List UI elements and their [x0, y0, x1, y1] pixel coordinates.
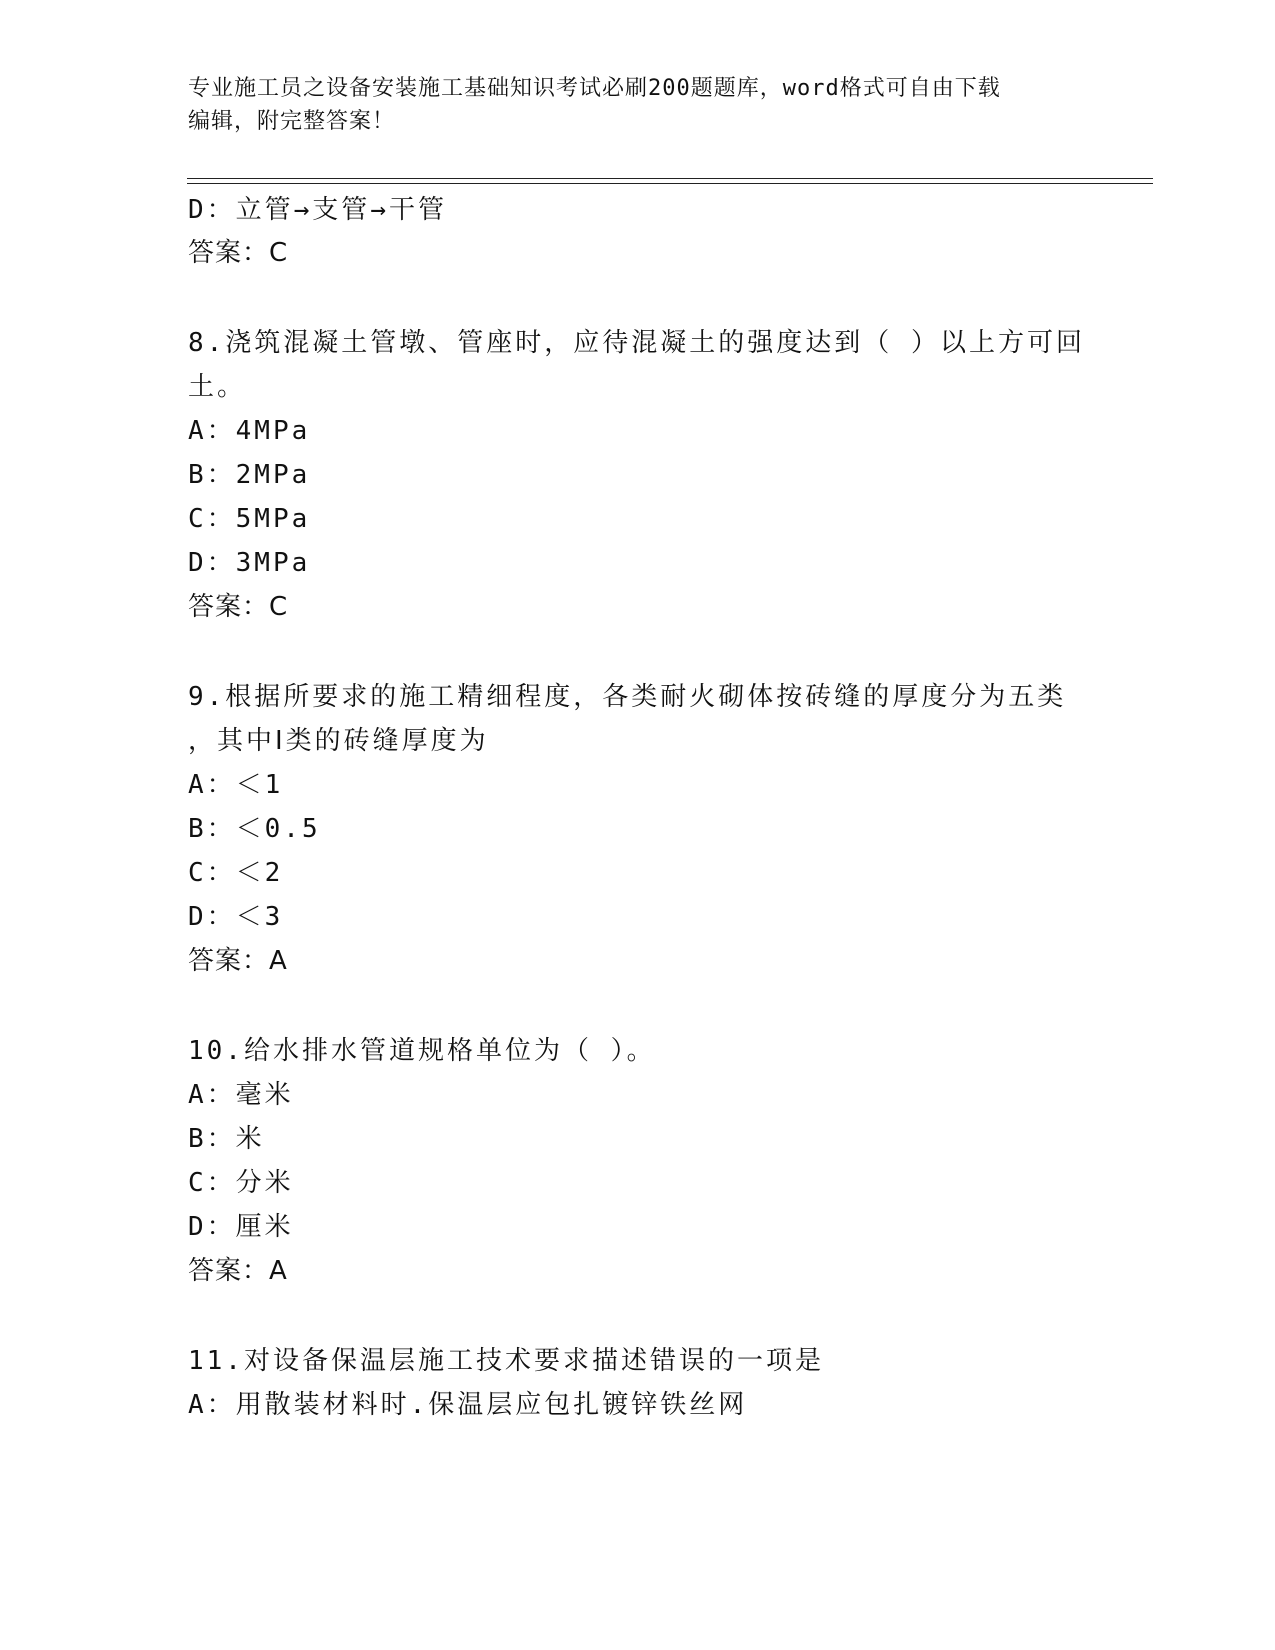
question-10-option-b: B：米	[188, 1124, 265, 1154]
question-9-option-c: C：＜2	[188, 858, 284, 888]
document-header	[188, 72, 1068, 138]
question-9-option-b: B：＜0.5	[188, 814, 321, 844]
header-line-2: 编辑，附完整答案！	[188, 109, 396, 134]
question-10-option-d: D：厘米	[188, 1212, 294, 1242]
option-d: D：立管→支管→干管	[188, 195, 447, 225]
header-divider-top	[187, 178, 1153, 179]
question-8-answer: 答案：C	[188, 592, 289, 622]
question-8-option-a: A：4MPa	[188, 416, 311, 446]
header-line-1: 专业施工员之设备安装施工基础知识考试必刷200题题库，word格式可自由下载	[188, 76, 1001, 101]
question-9-stem: 9.根据所要求的施工精细程度，各类耐火砌体按砖缝的厚度分为五类	[188, 682, 1067, 712]
question-8-stem: 8.浇筑混凝土管墩、管座时，应待混凝土的强度达到（ ）以上方可回	[188, 328, 1085, 358]
answer-text: 答案：C	[188, 238, 289, 268]
question-10-stem: 10.给水排水管道规格单位为（ ）。	[188, 1036, 656, 1066]
question-8-option-b: B：2MPa	[188, 460, 311, 490]
question-10-option-c: C：分米	[188, 1168, 294, 1198]
question-11-option-a: A：用散装材料时.保温层应包扎镀锌铁丝网	[188, 1390, 748, 1420]
question-8-option-c: C：5MPa	[188, 504, 311, 534]
question-10-answer: 答案：A	[188, 1256, 288, 1286]
question-8-option-d: D：3MPa	[188, 548, 311, 578]
question-9-answer: 答案：A	[188, 946, 288, 976]
question-10-option-a: A：毫米	[188, 1080, 294, 1110]
question-9-stem-cont: ，其中Ⅰ类的砖缝厚度为	[188, 726, 489, 756]
question-8-stem-cont: 土。	[188, 372, 247, 402]
header-divider-bottom	[187, 183, 1153, 184]
question-9-option-a: A：＜1	[188, 770, 284, 800]
question-9-option-d: D：＜3	[188, 902, 284, 932]
question-11-stem: 11.对设备保温层施工技术要求描述错误的一项是	[188, 1346, 824, 1376]
